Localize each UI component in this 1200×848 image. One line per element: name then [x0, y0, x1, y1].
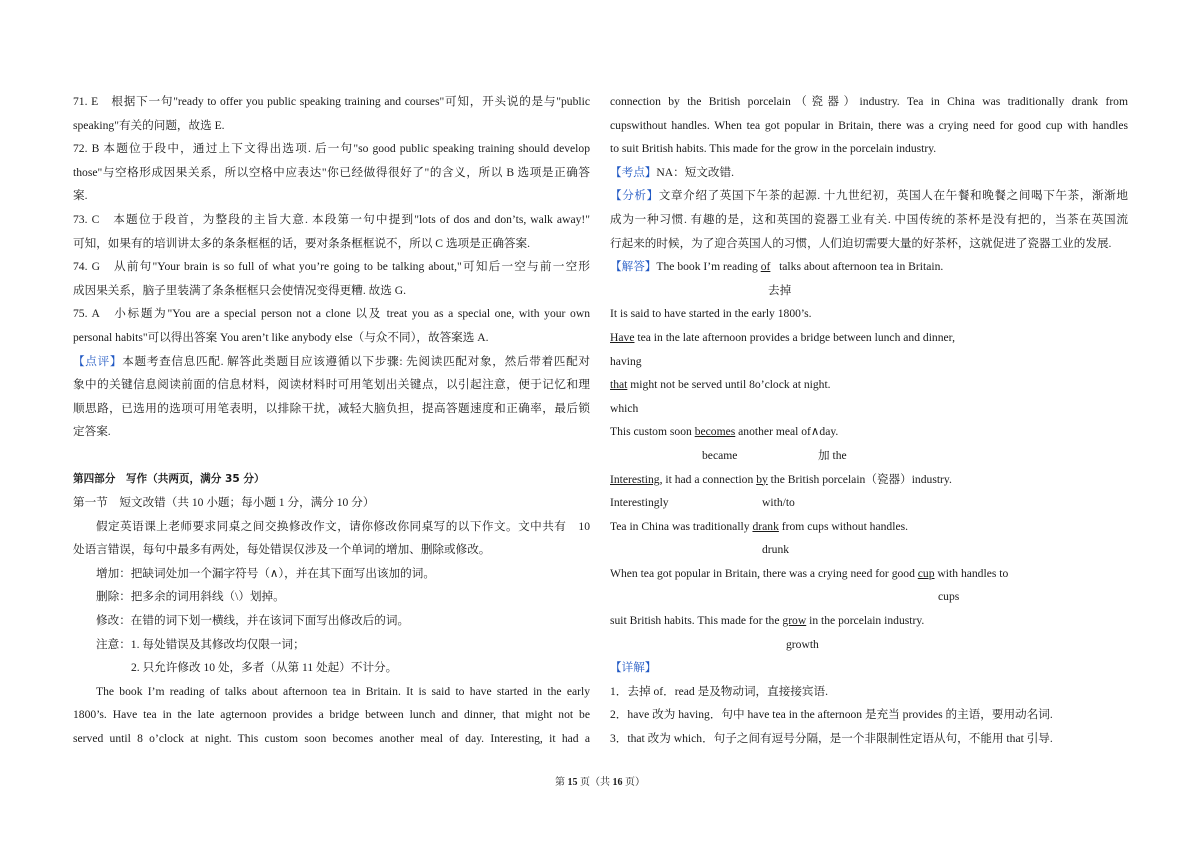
correction-word: drunk — [762, 543, 790, 557]
note-1: 注意：1. 每处错误及其修改均仅限一词； — [96, 637, 305, 651]
error-word: drank — [752, 519, 779, 533]
essay-line: The book I’m reading of talks about afternoon tea in Britain. It is said to have started in the early — [96, 684, 590, 698]
detail-tag: 【详解】 — [610, 661, 657, 675]
answer-73-cont: 可知，如果有的培训讲太多的条条框框的话，要对条条框框说不，所以 C 选项是正确答案. — [73, 236, 530, 250]
error-word: Have — [610, 330, 635, 344]
correction-line — [610, 491, 1128, 515]
answer-75-cont: personal habits"可以得出答案 You aren’t like anybody else（与众不同），故答案选 A. — [73, 330, 489, 344]
correction-line — [610, 585, 1128, 609]
answer-74-cont: 成因果关系，脑子里装满了条条框框只会使情况变得更糟. 故选 G. — [73, 283, 406, 297]
right-column — [610, 90, 1128, 751]
page-footer: 第 15 页（共 16 页） — [555, 777, 645, 788]
correction-line — [610, 538, 1128, 562]
corrected-line: It is said to have started in the early 1800’s. — [610, 307, 812, 321]
detail-item: 3．that 改为 which．句子之间有逗号分隔，是一个非限制性定语从句，不能用 that 引导. — [610, 732, 1053, 746]
answer-72-end: 案. — [73, 189, 88, 203]
comment-line: 定答案. — [73, 425, 111, 439]
analysis-line: 成为一种习惯. 有趣的是，这和英国的瓷器工业有关. 中国传统的茶杯是没有把的，当茶在英国流 — [610, 212, 1128, 226]
answer-75: 75. A 小标题为"You are a special person not a clone 以及 treat you as a special one, with your own — [73, 307, 590, 321]
error-word: cup — [917, 566, 935, 580]
correction-word: which — [610, 401, 639, 415]
detail-item: 1．去掉 of．read 是及物动词，直接接宾语. — [610, 684, 829, 698]
corrected-line: When tea got popular in Britain, there was a crying need for good cup with handles to — [610, 566, 1009, 580]
answer-tag: 【解答】 — [610, 260, 657, 274]
error-word: by — [756, 472, 768, 486]
answer-73: 73. C 本题位于段首，为整段的主旨大意. 本段第一句中提到"lots of dos and don’ts, walk away!" — [73, 212, 590, 226]
answer-72: 72. B 本题位于段中，通过上下文得出选项. 后一句"so good public speaking training should develop — [73, 142, 590, 156]
correction-word: growth — [786, 637, 819, 651]
corrected-line: that might not be served until 8o’clock at night. — [610, 378, 831, 392]
kaodian-line: 【考点】NA：短文改错. — [610, 165, 735, 179]
correction-line — [610, 633, 1128, 657]
page-number: 15 — [567, 777, 578, 788]
section-heading: 第一节 短文改错（共 10 小题；每小题 1 分，满分 10 分） — [73, 496, 375, 510]
page-total: 16 — [612, 777, 623, 788]
correction-word: with/to — [762, 496, 795, 510]
analysis-tag: 【分析】 — [610, 189, 659, 203]
correction-word: cups — [938, 590, 960, 604]
rule-add: 增加：把缺词处加一个漏字符号（∧），并在其下面写出该加的词。 — [96, 566, 435, 580]
error-word: that — [610, 378, 628, 392]
corrected-line: This custom soon becomes another meal of∧day. — [610, 425, 839, 439]
answer-72-cont: those"与空格形成因果关系，所以空格中应表达"你已经做得很好了"的含义，所以 B 选项是正确答 — [73, 165, 590, 179]
correction-word: became — [702, 448, 738, 462]
corrected-line: suit British habits. This made for the grow in the porcelain industry. — [610, 614, 925, 628]
kaodian-tag: 【考点】 — [610, 165, 657, 179]
corrected-line: Interesting, it had a connection by the British porcelain（瓷器）industry. — [610, 472, 952, 486]
error-word: becomes — [694, 425, 736, 439]
detail-item: 2．have 改为 having．句中 have tea in the afternoon 是充当 provides 的主语，要用动名词. — [610, 708, 1053, 722]
error-word: grow — [782, 614, 807, 628]
essay-line: 1800’s. Have tea in the late agternoon provides a bridge between lunch and dinner, that might not be — [73, 708, 590, 722]
instructions-cont: 处语言错误，每句中最多有两处，每处错误仅涉及一个单词的增加、删除或修改。 — [73, 543, 491, 557]
rule-delete: 删除：把多余的词用斜线（\）划掉。 — [96, 590, 285, 604]
error-word: of — [760, 260, 771, 274]
comment-line: 顺思路，已选用的选项可用笔表明，以排除干扰，减轻大脑负担，提高答题速度和正确率，最后锁 — [73, 401, 590, 415]
comment-line: 象中的关键信息阅读前面的信息材料，阅读材料时可用笔划出关键点，以引起注意，便于记忆和理 — [73, 378, 590, 392]
correction-word: Interestingly — [610, 496, 669, 510]
comment-line: 【点评】本题考查信息匹配. 解答此类题目应该遵循以下步骤: 先阅读匹配对象，然后带着匹配对 — [73, 354, 590, 368]
part-heading: 第四部分 写作（共两页，满分 35 分） — [73, 472, 265, 485]
essay-line: served until 8 o’clock at night. This custom soon becomes another meal of day. Interesting, it had a — [73, 732, 590, 746]
instructions: 假定英语课上老师要求同桌之间交换修改作文，请你修改你同桌写的以下作文。文中共有 10 — [96, 519, 590, 533]
correction-line — [610, 279, 1128, 303]
correction-word: 加 the — [818, 448, 847, 462]
essay-line: connection by the British porcelain（瓷器）industry. Tea in China was traditionally drank from — [610, 95, 1128, 108]
correction-word: 去掉 — [768, 283, 792, 297]
answer-71: 71. E 根据下一句"ready to offer you public speaking training and courses"可知，开头说的是与"public — [73, 95, 590, 108]
answer-line: 【解答】The book I’m reading of talks about afternoon tea in Britain. — [610, 260, 944, 274]
rule-modify: 修改：在错的词下划一横线，并在该词下面写出修改后的词。 — [96, 614, 410, 628]
error-word: Interesting — [610, 472, 660, 486]
comment-tag: 【点评】 — [73, 354, 123, 368]
answer-74: 74. G 从前句"Your brain is so full of what you’re going to be talking about,"可知后一空与前一空形 — [73, 260, 590, 274]
essay-line: to suit British habits. This made for the grow in the porcelain industry. — [610, 142, 937, 156]
note-2: 2. 只允许修改 10 处，多者（从第 11 处起）不计分。 — [131, 661, 398, 675]
corrected-line: Tea in China was traditionally drank from cups without handles. — [610, 519, 908, 533]
answer-71-cont: speaking"有关的问题，故选 E. — [73, 118, 225, 132]
essay-line: cupswithout handles. When tea got popular in Britain, there was a crying need for good cup with handles — [610, 118, 1128, 132]
left-column — [73, 90, 590, 751]
corrected-line: Have tea in the late afternoon provides a bridge between lunch and dinner, — [610, 330, 955, 344]
correction-word: having — [610, 354, 642, 368]
analysis-line: 【分析】文章介绍了英国下午茶的起源. 十九世纪初，英国人在午餐和晚餐之间喝下午茶，渐渐地 — [610, 189, 1128, 203]
analysis-line: 行起来的时候，为了迎合英国人的习惯，人们迫切需要大量的好茶杯，这就促进了瓷器工业的发展. — [610, 236, 1112, 250]
correction-line — [610, 444, 1128, 468]
